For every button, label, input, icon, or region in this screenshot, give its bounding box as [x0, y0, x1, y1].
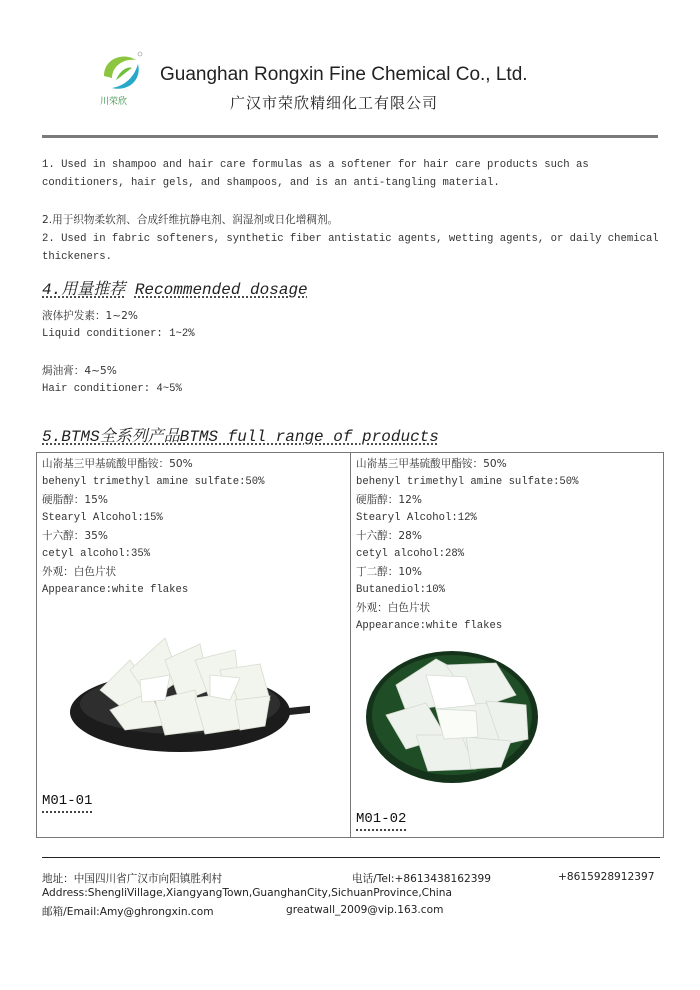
use-line-2-en: 2. Used in fabric softeners, synthetic fiber antistatic agents, wetting agents, or daily chemical thickeners. [42, 233, 659, 263]
dosage-item-3: 焗油膏：4~5% [42, 365, 117, 377]
dosage-heading-cn: 4.用量推荐 [42, 281, 126, 299]
spec-line: 丁二醇：10% [356, 566, 422, 578]
spec-line: 外观：白色片状 [356, 602, 431, 614]
spec-line: 山嵛基三甲基硫酸甲酯铵：50% [42, 458, 193, 470]
spec-line: behenyl trimethyl amine sulfate:50% [42, 476, 265, 488]
dosage-heading [42, 276, 308, 299]
company-name-en: Guanghan Rongxin Fine Chemical Co., Ltd. [160, 64, 528, 85]
footer-tel: 电话/Tel:+8613438162399 [352, 873, 491, 885]
footer-address-en: Address:ShengliVillage,XiangyangTown,GuanghanCity,SichuanProvince,China [42, 887, 452, 899]
footer-email: 邮箱/Email:Amy@ghrongxin.com [42, 906, 214, 918]
spec-line: 硬脂醇：15% [42, 494, 108, 506]
spec-line: behenyl trimethyl amine sulfate:50% [356, 476, 579, 488]
spec-line: Stearyl Alcohol:15% [42, 512, 163, 524]
use-line-2-cn: 2.用于织物柔软剂、合成纤维抗静电剂、润湿剂或日化增稠剂。 [42, 214, 339, 226]
logo-text: 川荣欣 [100, 97, 128, 107]
header-divider [42, 135, 658, 138]
products-heading [42, 423, 439, 446]
company-logo [94, 46, 148, 108]
dosage-item-1: 液体护发素：1~2% [42, 310, 138, 322]
spec-line: Appearance:white flakes [356, 620, 503, 632]
products-heading-cn: 5.BTMS全系列产品 [42, 428, 180, 446]
footer-tel-2: +8615928912397 [558, 871, 655, 883]
spec-line: Butanediol:10% [356, 584, 446, 596]
table-column-divider [350, 452, 351, 838]
product-code-m01-01: M01-01 [42, 793, 92, 813]
dosage-item-2: Liquid conditioner: 1~2% [42, 328, 195, 340]
footer-divider [42, 857, 660, 858]
spec-line: 外观：白色片状 [42, 566, 117, 578]
products-heading-en: BTMS full range of products [179, 428, 439, 446]
spec-line: Stearyl Alcohol:12% [356, 512, 477, 524]
product-m01-01-photo [70, 630, 310, 770]
spec-line: 硬脂醇：12% [356, 494, 422, 506]
product-m01-02-spec [356, 455, 656, 635]
product-m01-02-photo [366, 645, 546, 785]
product-m01-01-spec [42, 455, 342, 599]
footer-email-2: greatwall_2009@vip.163.com [286, 904, 444, 916]
dosage-item-4: Hair conditioner: 4~5% [42, 383, 182, 395]
spec-line: cetyl alcohol:35% [42, 548, 151, 560]
dosage-heading-en: Recommended dosage [134, 281, 308, 299]
spec-line: 山嵛基三甲基硫酸甲酯铵：50% [356, 458, 507, 470]
footer-address-cn: 地址：中国四川省广汉市向阳镇胜利村 [42, 873, 223, 885]
spec-line: 十六醇：28% [356, 530, 422, 542]
company-name-cn: 广汉市荣欣精细化工有限公司 [230, 94, 439, 112]
spec-line: Appearance:white flakes [42, 584, 189, 596]
spec-line: cetyl alcohol:28% [356, 548, 465, 560]
use-line-1-en: 1. Used in shampoo and hair care formulas as a softener for hair care products such as conditioners, hair gels, and shampoos, and is an anti-tangling material. [42, 159, 589, 189]
spec-line: 十六醇：35% [42, 530, 108, 542]
product-code-m01-02: M01-02 [356, 811, 406, 831]
